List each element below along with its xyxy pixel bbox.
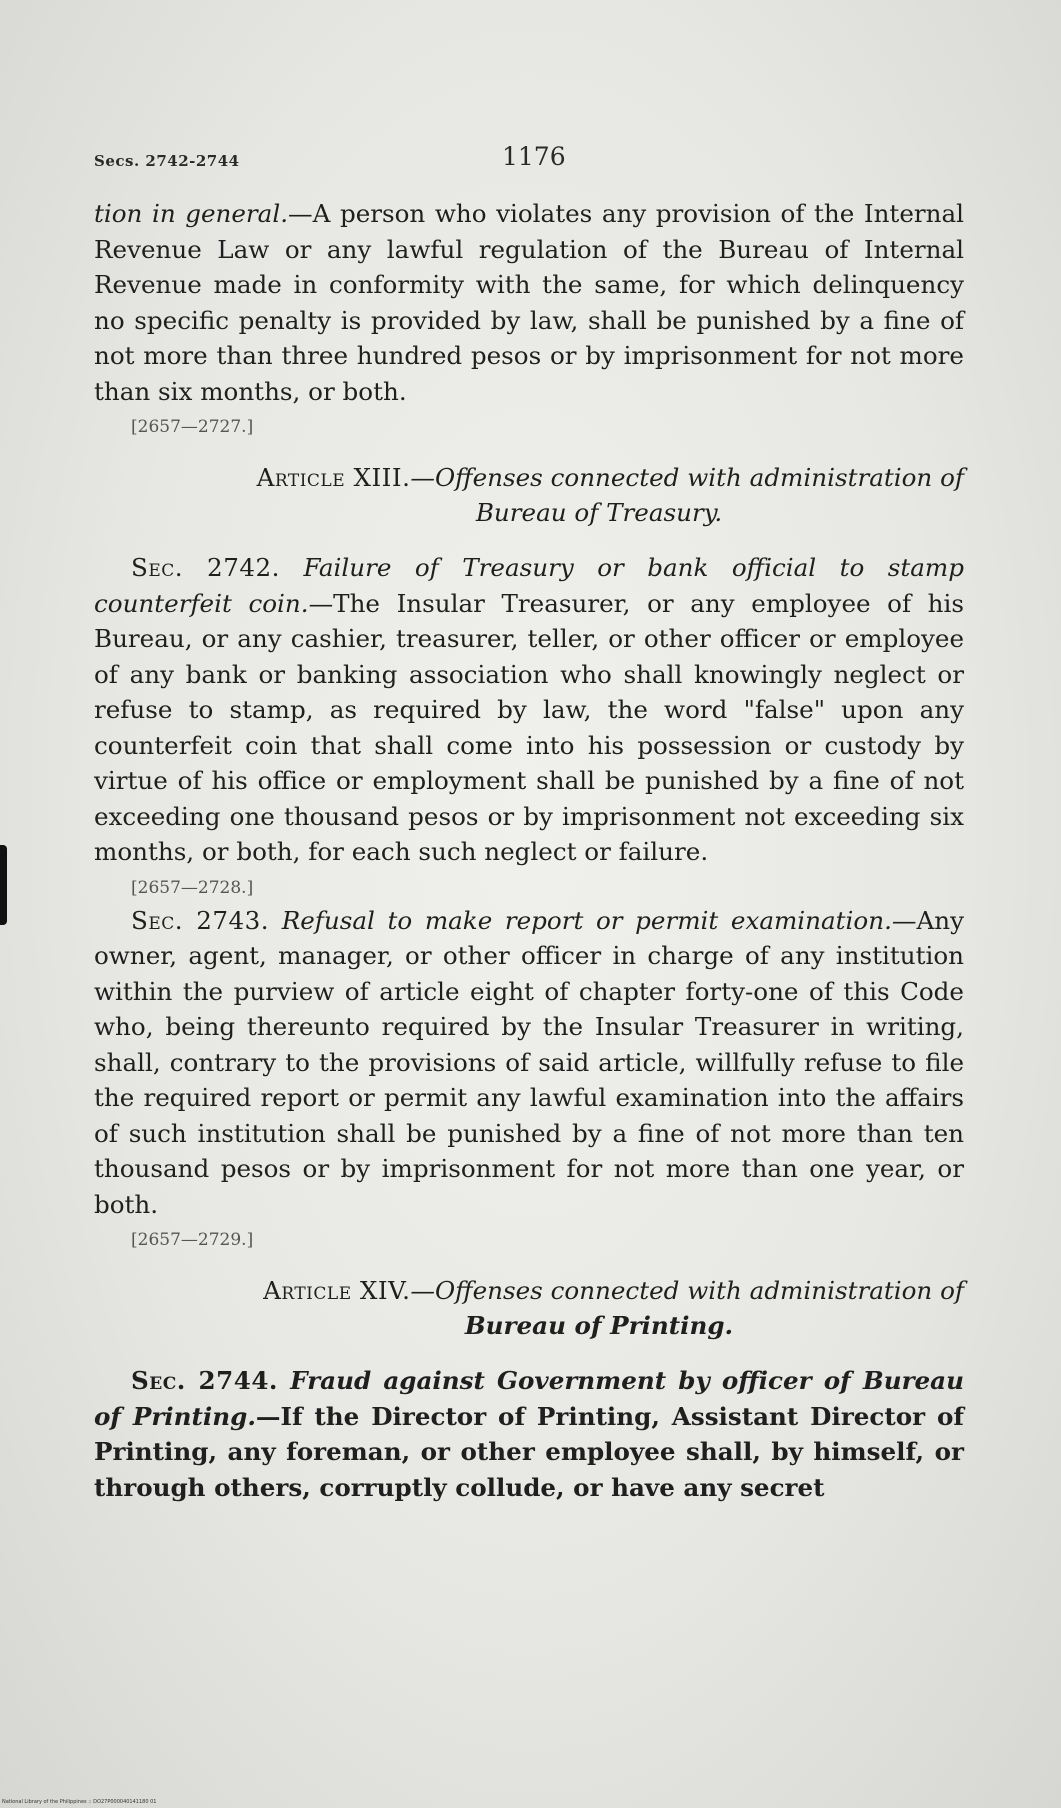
article-13-title-line2: Bureau of Treasury. [475,498,723,527]
section-2742 [94,550,964,870]
article-13-label: Article XIII. [256,463,411,492]
section-2742-body: —The Insular Treasurer, or any employee of his Bureau, or any cashier, treasurer, teller, or other officer or employee of any bank or banking association who shall knowingly neglect or refuse to stamp, as required by law, the word "false" upon any counterfeit coin that shall come into his possession or custody by virtue of his office or employment shall be punished by a fine of not exceeding one thousand pesos or by imprisonment not exceeding six months, or both, for each such neglect or failure. [94,588,964,866]
section-2743-citation: [2657—2729.] [131,1230,254,1250]
article-14-title-line2: Bureau of Printing. [464,1311,734,1340]
binding-shadow [0,845,7,925]
scan-credit: National Library of the Philippines :: DO27P000040141180 01 [2,1799,157,1805]
article-13-title-line1: —Offenses connected with administration of [410,463,964,492]
section-2742-label: Sec. 2742. [131,553,280,582]
section-2744-heading: Fraud against Government by officer of Bureau of Printing. [94,1366,964,1431]
article-14-label: Article XIV. [263,1276,411,1305]
section-2743 [94,903,964,1223]
section-2742-heading: Failure of Treasury or bank official to stamp counterfeit coin. [94,553,964,618]
page-body [94,196,964,1505]
section-2744-label: Sec. 2744. [131,1366,278,1395]
section-2744 [94,1363,964,1505]
intro-body: —A person who violates any provision of the Internal Revenue Law or any lawful regulation of the Bureau of Internal Revenue made in conformity with the same, for which delinquency no specific penalty is provided by law, shall be punished by a fine of not more than three hundred pesos or by imprisonment for not more than six months, or both. [94,199,964,406]
section-2743-heading: Refusal to make report or permit examination. [281,905,892,935]
section-2744-body: —If the Director of Printing, Assistant Director of Printing, any foreman, or other employee shall, by himself, or through others, corruptly collude, or have any secret [94,1401,964,1502]
intro-citation: [2657—2727.] [131,417,254,437]
article-14-title-line1: —Offenses connected with administration of [410,1276,964,1305]
running-header [94,142,964,182]
article-13-heading [94,460,964,530]
section-range: Secs. 2742-2744 [94,152,240,170]
page-number: 1176 [502,142,566,171]
section-2742-citation: [2657—2728.] [131,877,254,898]
section-2743-label: Sec. 2743. [131,905,270,935]
article-14-heading [94,1273,964,1343]
section-2743-body: —Any owner, agent, manager, or other officer in charge of any institution within the purview of article eight of chapter forty-one of this Code who, being thereunto required by the Insular Treasurer in writing, shall, contrary to the provisions of said article, willfully refuse to file the required report or permit any lawful examination into the affairs of such institution shall be punished by a fine of not more than ten thousand pesos or by imprisonment for not more than one year, or both. [94,905,964,1219]
intro-heading: tion in general. [94,199,289,228]
intro-paragraph [94,196,964,409]
